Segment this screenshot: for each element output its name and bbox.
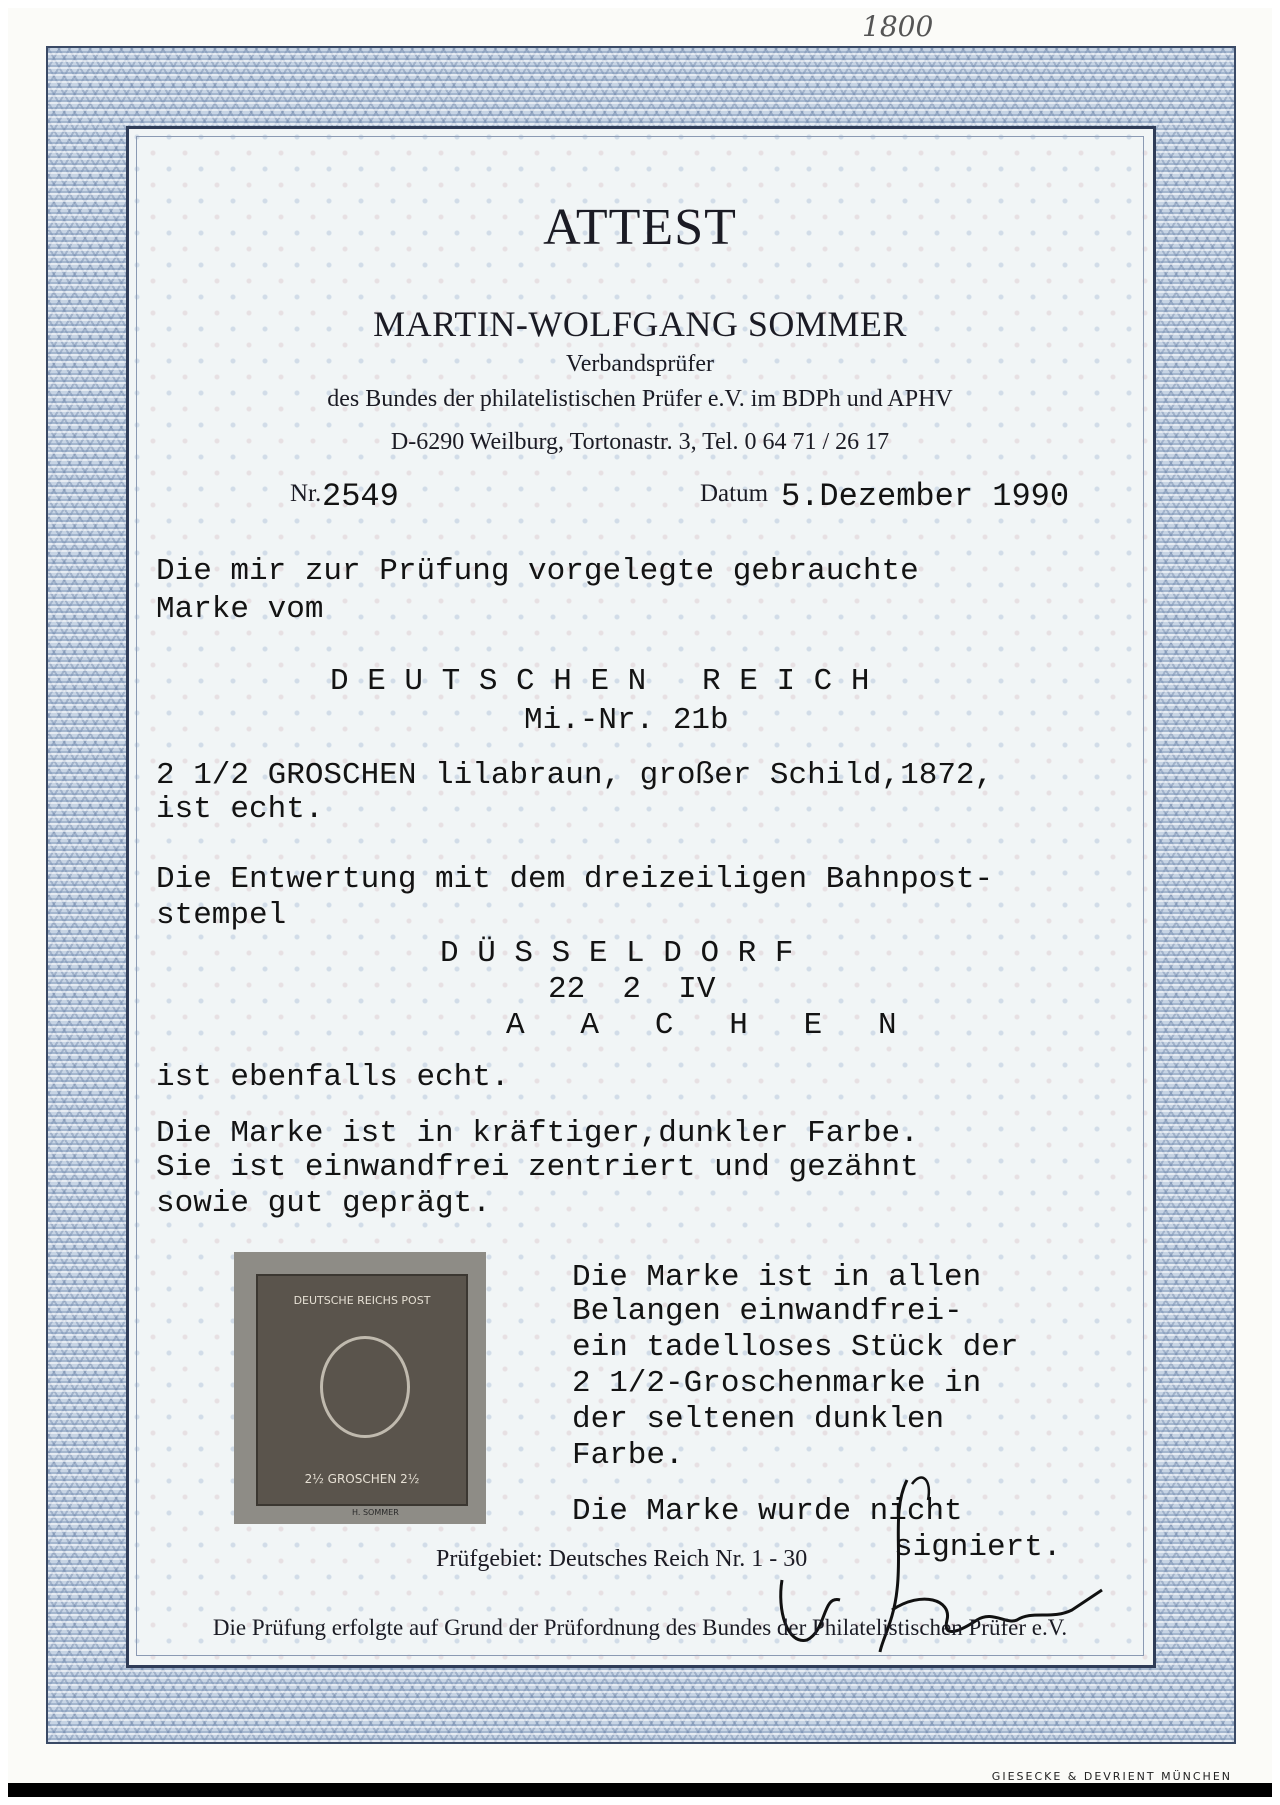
page-title: ATTEST (543, 199, 737, 256)
condition-line-1: Die Marke ist in kräftiger,dunkler Farbe. (156, 1116, 919, 1151)
cancel-echt-line: ist ebenfalls echt. (156, 1060, 510, 1095)
cancel-line-1: Die Entwertung mit dem dreizeiligen Bahnpost- (156, 862, 994, 897)
examiner-name: MARTIN-WOLFGANG SOMMER (373, 304, 907, 344)
description-line-2: ist echt. (156, 792, 324, 827)
summary-line-1: Die Marke ist in allen (572, 1260, 982, 1295)
examiner-mark: H. SOMMER (352, 1508, 399, 1517)
summary-line-3: ein tadelloses Stück der (572, 1330, 1019, 1365)
not-signed-line-1: Die Marke wurde nicht (572, 1494, 963, 1529)
intro-line-2: Marke vom (156, 592, 324, 627)
summary-line-6: Farbe. (572, 1438, 684, 1473)
stamp-design (256, 1274, 468, 1506)
summary-line-5: der seltenen dunklen (572, 1402, 945, 1437)
postmark-line-3: A A C H E N (506, 1008, 897, 1043)
stamp-photo (234, 1252, 486, 1524)
datum-value: 5.Dezember 1990 (781, 478, 1070, 515)
stamp-bottom-text: 2½ GROSCHEN 2½ (304, 1472, 420, 1486)
nr-value: 2549 (322, 478, 399, 515)
pencil-note: 1800 (862, 10, 934, 43)
intro-line-1: Die mir zur Prüfung vorgelegte gebrauchte (156, 554, 919, 589)
stamp-top-text: DEUTSCHE REICHS POST (293, 1294, 431, 1307)
not-signed-line-2: signiert. (894, 1530, 1062, 1565)
nr-label: Nr. (290, 480, 322, 507)
cancel-line-2: stempel (156, 898, 287, 933)
summary-line-2: Belangen einwandfrei- (572, 1294, 963, 1329)
examiner-role: Verbandsprüfer (566, 351, 714, 377)
description-line-1: 2 1/2 GROSCHEN lilabraun, großer Schild,1872, (156, 758, 994, 793)
postmark-line-1: D Ü S S E L D O R F (440, 936, 794, 971)
organization-line: des Bundes der philatelistischen Prüfer e.V. im BDPh und APHV (327, 386, 953, 412)
printer-imprint: GIESECKE & DEVRIENT MÜNCHEN (991, 1770, 1232, 1783)
pruefgebiet-line: Prüfgebiet: Deutsches Reich Nr. 1 - 30 (436, 1546, 808, 1572)
country-line: D E U T S C H E N R E I C H (330, 664, 870, 699)
condition-line-3: sowie gut geprägt. (156, 1186, 491, 1221)
datum-label: Datum (700, 480, 769, 507)
catalog-number: Mi.-Nr. 21b (524, 703, 729, 738)
condition-line-2: Sie ist einwandfrei zentriert und gezähnt (156, 1150, 919, 1185)
postmark-line-2: 22 2 IV (548, 972, 716, 1007)
footer-basis: Die Prüfung erfolgte auf Grund der Prüfordnung des Bundes der Philatelistischen Prüfer e.V. (212, 1615, 1068, 1640)
postmark-circle (320, 1336, 410, 1438)
address-line: D-6290 Weilburg, Tortonastr. 3, Tel. 0 64 71 / 26 17 (390, 429, 890, 455)
summary-line-4: 2 1/2-Groschenmarke in (572, 1366, 982, 1401)
